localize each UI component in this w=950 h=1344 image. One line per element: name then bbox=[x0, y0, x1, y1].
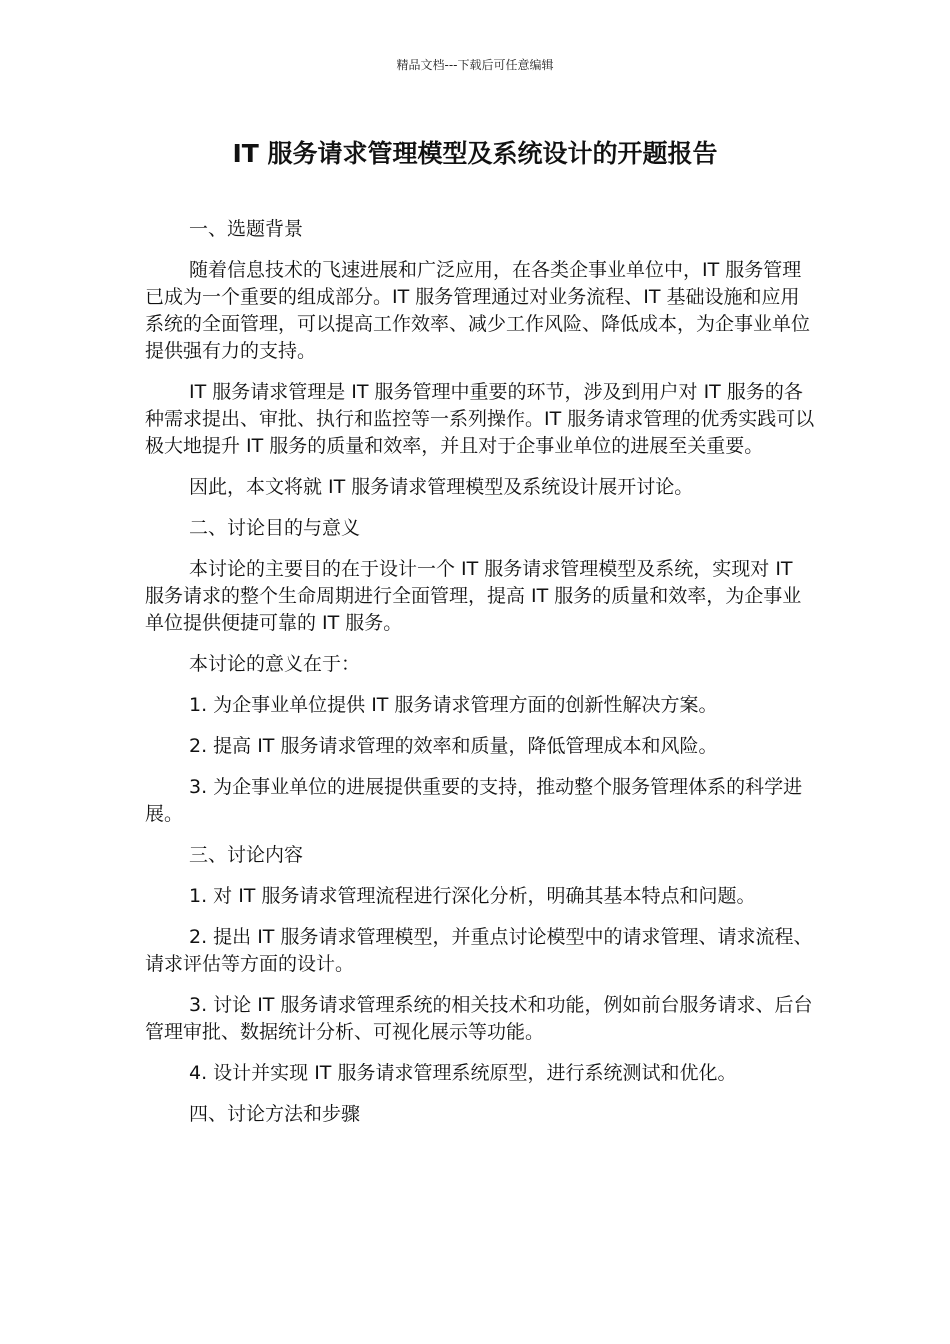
paragraph: IT 服务请求管理是 IT 服务管理中重要的环节，涉及到用户对 IT 服务的各种需求提出、审批、执行和监控等一系列操作。IT 服务请求管理的优秀实践可以极大地提升 IT 服务的质量和效率，并且对于企事业单位的进展至关重要。 bbox=[145, 381, 815, 457]
section-heading-background: 一、选题背景 bbox=[189, 218, 304, 240]
section-heading-methods: 四、讨论方法和步骤 bbox=[189, 1103, 361, 1125]
document-body bbox=[145, 216, 817, 1142]
header-note: 精品文档---下载后可任意编辑 bbox=[396, 58, 554, 72]
list-item: 2. 提高 IT 服务请求管理的效率和质量，降低管理成本和风险。 bbox=[189, 735, 718, 757]
list-item: 1. 对 IT 服务请求管理流程进行深化分析，明确其基本特点和问题。 bbox=[189, 885, 756, 907]
section-heading-content: 三、讨论内容 bbox=[189, 844, 304, 866]
paragraph: 随着信息技术的飞速进展和广泛应用，在各类企事业单位中，IT 服务管理已成为一个重要的组成部分。IT 服务管理通过对业务流程、IT 基础设施和应用系统的全面管理，可以提高工作效率、减少工作风险、降低成本，为企事业单位提供强有力的支持。 bbox=[145, 259, 811, 362]
paragraph: 本讨论的意义在于： bbox=[189, 653, 361, 675]
section-heading-purpose: 二、讨论目的与意义 bbox=[189, 517, 361, 539]
document-title: IT 服务请求管理模型及系统设计的开题报告 bbox=[232, 139, 718, 168]
list-item: 3. 为企事业单位的进展提供重要的支持，推动整个服务管理体系的科学进展。 bbox=[145, 776, 803, 825]
paragraph: 因此，本文将就 IT 服务请求管理模型及系统设计展开讨论。 bbox=[189, 476, 694, 498]
list-item: 2. 提出 IT 服务请求管理模型，并重点讨论模型中的请求管理、请求流程、请求评估等方面的设计。 bbox=[145, 926, 813, 975]
paragraph: 本讨论的主要目的在于设计一个 IT 服务请求管理模型及系统，实现对 IT 服务请求的整个生命周期进行全面管理，提高 IT 服务的质量和效率，为企事业单位提供便捷可靠的 IT 服务。 bbox=[145, 558, 802, 634]
list-item: 1. 为企事业单位提供 IT 服务请求管理方面的创新性解决方案。 bbox=[189, 694, 718, 716]
list-item: 4. 设计并实现 IT 服务请求管理系统原型，进行系统测试和优化。 bbox=[189, 1062, 737, 1084]
list-item: 3. 讨论 IT 服务请求管理系统的相关技术和功能，例如前台服务请求、后台管理审批、数据统计分析、可视化展示等功能。 bbox=[145, 994, 813, 1043]
